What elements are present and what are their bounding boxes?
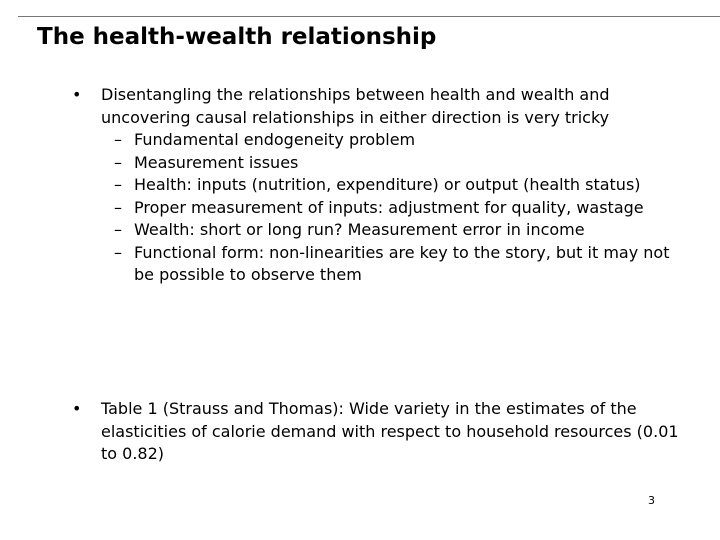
sub-bullet-text: Health: inputs (nutrition, expenditure) or output (health status) xyxy=(134,175,641,194)
bullet-item xyxy=(0,84,720,287)
sub-bullet-list xyxy=(0,129,720,287)
sub-bullet-text: Functional form: non-linearities are key to the story, but it may not be possible to observe them xyxy=(134,242,670,284)
sub-bullet-item xyxy=(0,129,720,152)
dash-icon: – xyxy=(114,220,122,239)
sub-bullet-text: Wealth: short or long run? Measurement error in income xyxy=(134,220,585,239)
sub-bullet-text: Proper measurement of inputs: adjustment for quality, wastage xyxy=(134,197,644,217)
bullet-text: Disentangling the relationships between health and wealth and uncovering causal relationships in either direction is very tricky xyxy=(101,85,610,127)
dash-icon: – xyxy=(114,197,122,217)
top-divider-line xyxy=(18,16,720,17)
dash-icon: – xyxy=(114,175,122,194)
sub-bullet-item xyxy=(0,197,720,220)
slide-title: The health-wealth relationship xyxy=(37,24,437,50)
sub-bullet-item xyxy=(0,152,720,175)
dash-icon: – xyxy=(114,242,122,262)
bullet-text: Table 1 (Strauss and Thomas): Wide variety in the estimates of the elasticities of calorie demand with respect to household resources (0.01 to 0.82) xyxy=(101,399,679,463)
slide-body xyxy=(0,84,720,287)
bullet-dot-icon: • xyxy=(72,85,82,104)
dash-icon: – xyxy=(114,152,122,172)
sub-bullet-text: Fundamental endogeneity problem xyxy=(134,130,416,149)
bullet-dot-icon: • xyxy=(72,399,82,418)
bullet-item xyxy=(0,398,720,466)
dash-icon: – xyxy=(114,130,122,149)
sub-bullet-text: Measurement issues xyxy=(134,152,299,172)
sub-bullet-item xyxy=(0,174,720,197)
sub-bullet-item xyxy=(0,242,720,287)
page-number: 3 xyxy=(648,494,655,507)
sub-bullet-item xyxy=(0,219,720,242)
bullet-item-inner xyxy=(0,398,720,466)
